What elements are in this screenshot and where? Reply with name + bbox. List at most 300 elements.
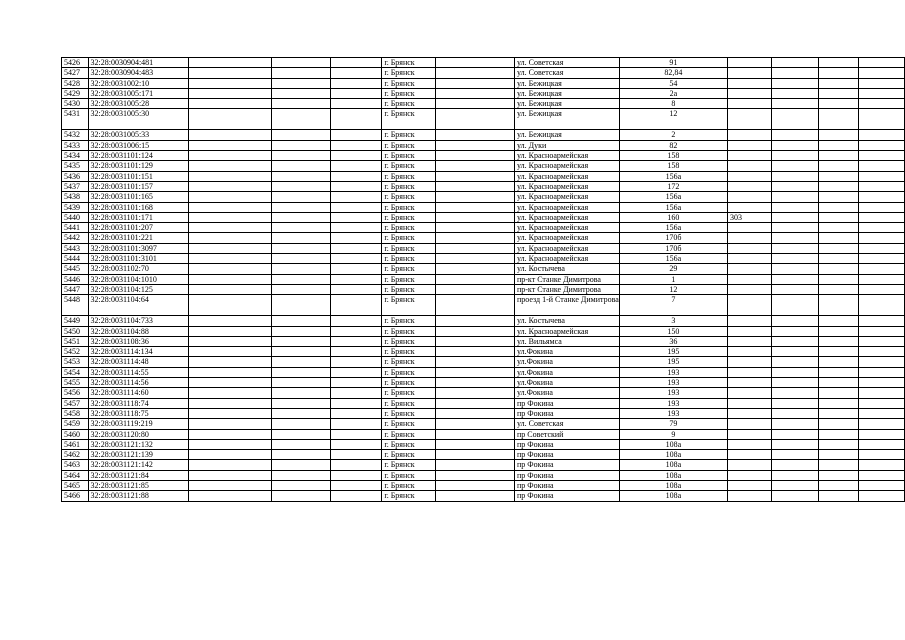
table-row (62, 439, 905, 449)
extra-number-cell (727, 171, 771, 181)
empty-cell (819, 99, 859, 109)
empty-cell (819, 202, 859, 212)
empty-cell (189, 460, 272, 470)
empty-cell (772, 202, 819, 212)
city-cell: г. Брянск (382, 460, 436, 470)
empty-cell (772, 181, 819, 191)
table-row (62, 88, 905, 98)
cadastral-number-cell: 32:28:0031104:733 (88, 316, 189, 326)
empty-cell (435, 243, 514, 253)
empty-cell (858, 243, 904, 253)
cadastral-number-cell: 32:28:0031121:85 (88, 480, 189, 490)
city-cell: г. Брянск (382, 202, 436, 212)
empty-cell (772, 408, 819, 418)
empty-cell (819, 212, 859, 222)
empty-cell (330, 316, 382, 326)
empty-cell (435, 58, 514, 68)
empty-cell (435, 274, 514, 284)
empty-cell (772, 254, 819, 264)
empty-cell (819, 181, 859, 191)
city-cell: г. Брянск (382, 181, 436, 191)
cadastral-number-cell: 32:28:0031101:157 (88, 181, 189, 191)
table-row (62, 408, 905, 418)
house-number-cell: 82,84 (619, 68, 727, 78)
empty-cell (772, 450, 819, 460)
street-cell: пр Советский (514, 429, 619, 439)
city-cell: г. Брянск (382, 171, 436, 181)
row-number-cell: 5453 (62, 357, 89, 367)
empty-cell (330, 109, 382, 130)
city-cell: г. Брянск (382, 419, 436, 429)
extra-number-cell (727, 264, 771, 274)
row-number-cell: 5460 (62, 429, 89, 439)
empty-cell (189, 264, 272, 274)
empty-cell (858, 264, 904, 274)
cadastral-number-cell: 32:28:0031101:124 (88, 151, 189, 161)
empty-cell (330, 367, 382, 377)
empty-cell (858, 460, 904, 470)
empty-cell (435, 140, 514, 150)
empty-cell (819, 254, 859, 264)
empty-cell (772, 233, 819, 243)
empty-cell (772, 491, 819, 501)
row-number-cell: 5456 (62, 388, 89, 398)
empty-cell (330, 326, 382, 336)
empty-cell (330, 439, 382, 449)
empty-cell (858, 202, 904, 212)
empty-cell (819, 388, 859, 398)
city-cell: г. Брянск (382, 295, 436, 316)
empty-cell (330, 151, 382, 161)
empty-cell (272, 378, 330, 388)
house-number-cell: 170б (619, 243, 727, 253)
empty-cell (819, 161, 859, 171)
table-row (62, 274, 905, 284)
row-number-cell: 5449 (62, 316, 89, 326)
empty-cell (189, 470, 272, 480)
table-row (62, 480, 905, 490)
cadastral-number-cell: 32:28:0031121:88 (88, 491, 189, 501)
extra-number-cell (727, 429, 771, 439)
extra-number-cell (727, 109, 771, 130)
empty-cell (858, 99, 904, 109)
empty-cell (189, 254, 272, 264)
empty-cell (272, 171, 330, 181)
street-cell: ул. Красноармейская (514, 181, 619, 191)
row-number-cell: 5450 (62, 326, 89, 336)
street-cell: ул. Красноармейская (514, 171, 619, 181)
empty-cell (189, 284, 272, 294)
empty-cell (272, 460, 330, 470)
cadastral-number-cell: 32:28:0031114:56 (88, 378, 189, 388)
empty-cell (330, 99, 382, 109)
empty-cell (189, 223, 272, 233)
house-number-cell: 2 (619, 130, 727, 140)
extra-number-cell (727, 58, 771, 68)
empty-cell (272, 202, 330, 212)
empty-cell (819, 491, 859, 501)
city-cell: г. Брянск (382, 78, 436, 88)
empty-cell (772, 419, 819, 429)
extra-number-cell (727, 151, 771, 161)
house-number-cell: 108а (619, 460, 727, 470)
empty-cell (819, 367, 859, 377)
empty-cell (772, 109, 819, 130)
extra-number-cell (727, 202, 771, 212)
empty-cell (858, 192, 904, 202)
empty-cell (819, 58, 859, 68)
empty-cell (330, 254, 382, 264)
empty-cell (272, 326, 330, 336)
empty-cell (272, 233, 330, 243)
empty-cell (858, 419, 904, 429)
house-number-cell: 193 (619, 398, 727, 408)
empty-cell (189, 347, 272, 357)
street-cell: ул. Костычева (514, 316, 619, 326)
extra-number-cell (727, 347, 771, 357)
street-cell: ул. Красноармейская (514, 233, 619, 243)
street-cell: ул. Бежицкая (514, 99, 619, 109)
street-cell: ул. Бежицкая (514, 130, 619, 140)
empty-cell (772, 223, 819, 233)
empty-cell (435, 171, 514, 181)
empty-cell (819, 233, 859, 243)
table-row (62, 450, 905, 460)
empty-cell (189, 408, 272, 418)
empty-cell (189, 419, 272, 429)
empty-cell (772, 460, 819, 470)
city-cell: г. Брянск (382, 192, 436, 202)
empty-cell (330, 450, 382, 460)
empty-cell (819, 460, 859, 470)
empty-cell (858, 316, 904, 326)
table-row (62, 284, 905, 294)
cadastral-number-cell: 32:28:0031005:171 (88, 88, 189, 98)
empty-cell (858, 130, 904, 140)
extra-number-cell (727, 161, 771, 171)
empty-cell (435, 192, 514, 202)
table-row (62, 357, 905, 367)
street-cell: ул. Красноармейская (514, 212, 619, 222)
empty-cell (435, 480, 514, 490)
extra-number-cell (727, 450, 771, 460)
row-number-cell: 5436 (62, 171, 89, 181)
house-number-cell: 7 (619, 295, 727, 316)
empty-cell (819, 357, 859, 367)
street-cell: ул. Бежицкая (514, 88, 619, 98)
empty-cell (772, 243, 819, 253)
empty-cell (819, 408, 859, 418)
empty-cell (435, 264, 514, 274)
empty-cell (858, 68, 904, 78)
empty-cell (189, 274, 272, 284)
empty-cell (819, 326, 859, 336)
empty-cell (858, 367, 904, 377)
house-number-cell: 2а (619, 88, 727, 98)
row-number-cell: 5462 (62, 450, 89, 460)
empty-cell (330, 357, 382, 367)
empty-cell (772, 347, 819, 357)
empty-cell (772, 316, 819, 326)
empty-cell (858, 58, 904, 68)
empty-cell (189, 233, 272, 243)
empty-cell (330, 347, 382, 357)
table-row (62, 388, 905, 398)
empty-cell (858, 408, 904, 418)
street-cell: пр Фокина (514, 450, 619, 460)
cadastral-number-cell: 32:28:0031101:171 (88, 212, 189, 222)
table-row (62, 460, 905, 470)
empty-cell (772, 357, 819, 367)
street-cell: пр Фокина (514, 470, 619, 480)
empty-cell (772, 212, 819, 222)
empty-cell (272, 419, 330, 429)
cadastral-number-cell: 32:28:0031101:129 (88, 161, 189, 171)
extra-number-cell (727, 408, 771, 418)
row-number-cell: 5447 (62, 284, 89, 294)
street-cell: ул. Советская (514, 58, 619, 68)
row-number-cell: 5438 (62, 192, 89, 202)
empty-cell (189, 161, 272, 171)
table-row (62, 161, 905, 171)
empty-cell (330, 192, 382, 202)
street-cell: проезд 1-й Станке Димитрова (514, 295, 619, 316)
empty-cell (189, 357, 272, 367)
empty-cell (272, 316, 330, 326)
cadastral-number-cell: 32:28:0031005:33 (88, 130, 189, 140)
empty-cell (772, 140, 819, 150)
empty-cell (272, 429, 330, 439)
row-number-cell: 5437 (62, 181, 89, 191)
table-row (62, 140, 905, 150)
house-number-cell: 158 (619, 151, 727, 161)
empty-cell (272, 450, 330, 460)
empty-cell (189, 295, 272, 316)
empty-cell (272, 78, 330, 88)
empty-cell (330, 408, 382, 418)
row-number-cell: 5441 (62, 223, 89, 233)
table-row (62, 491, 905, 501)
extra-number-cell (727, 68, 771, 78)
table-row (62, 151, 905, 161)
empty-cell (330, 161, 382, 171)
empty-cell (772, 58, 819, 68)
empty-cell (330, 295, 382, 316)
extra-number-cell (727, 316, 771, 326)
empty-cell (819, 88, 859, 98)
empty-cell (819, 223, 859, 233)
empty-cell (330, 243, 382, 253)
empty-cell (435, 378, 514, 388)
empty-cell (272, 367, 330, 377)
empty-cell (819, 439, 859, 449)
row-number-cell: 5440 (62, 212, 89, 222)
table-row (62, 68, 905, 78)
empty-cell (858, 233, 904, 243)
row-number-cell: 5464 (62, 470, 89, 480)
empty-cell (189, 429, 272, 439)
empty-cell (272, 88, 330, 98)
empty-cell (189, 140, 272, 150)
house-number-cell: 193 (619, 388, 727, 398)
empty-cell (819, 316, 859, 326)
cadastral-number-cell: 32:28:0031114:60 (88, 388, 189, 398)
empty-cell (272, 223, 330, 233)
house-number-cell: 108а (619, 491, 727, 501)
extra-number-cell (727, 357, 771, 367)
empty-cell (435, 284, 514, 294)
row-number-cell: 5457 (62, 398, 89, 408)
empty-cell (772, 388, 819, 398)
street-cell: ул.Фокина (514, 367, 619, 377)
cadastral-number-cell: 32:28:0031101:168 (88, 202, 189, 212)
row-number-cell: 5426 (62, 58, 89, 68)
empty-cell (819, 78, 859, 88)
empty-cell (858, 388, 904, 398)
table-row (62, 254, 905, 264)
street-cell: ул. Бежицкая (514, 109, 619, 130)
row-number-cell: 5455 (62, 378, 89, 388)
table-row (62, 212, 905, 222)
empty-cell (189, 336, 272, 346)
table-row (62, 130, 905, 140)
empty-cell (272, 398, 330, 408)
table-row (62, 99, 905, 109)
extra-number-cell (727, 99, 771, 109)
street-cell: ул. Красноармейская (514, 192, 619, 202)
city-cell: г. Брянск (382, 109, 436, 130)
empty-cell (819, 140, 859, 150)
row-number-cell: 5463 (62, 460, 89, 470)
row-number-cell: 5459 (62, 419, 89, 429)
city-cell: г. Брянск (382, 223, 436, 233)
city-cell: г. Брянск (382, 388, 436, 398)
empty-cell (189, 99, 272, 109)
cadastral-number-cell: 32:28:0031119:219 (88, 419, 189, 429)
empty-cell (435, 367, 514, 377)
empty-cell (772, 130, 819, 140)
empty-cell (272, 408, 330, 418)
table-row (62, 419, 905, 429)
empty-cell (189, 181, 272, 191)
row-number-cell: 5466 (62, 491, 89, 501)
empty-cell (189, 212, 272, 222)
cadastral-number-cell: 32:28:0030904:483 (88, 68, 189, 78)
row-number-cell: 5458 (62, 408, 89, 418)
empty-cell (330, 171, 382, 181)
empty-cell (272, 491, 330, 501)
extra-number-cell (727, 336, 771, 346)
extra-number-cell (727, 367, 771, 377)
cadastral-number-cell: 32:28:0031104:125 (88, 284, 189, 294)
city-cell: г. Брянск (382, 347, 436, 357)
empty-cell (819, 450, 859, 460)
street-cell: пр Фокина (514, 439, 619, 449)
empty-cell (435, 398, 514, 408)
house-number-cell: 156а (619, 254, 727, 264)
cadastral-number-cell: 32:28:0031114:134 (88, 347, 189, 357)
cadastral-number-cell: 32:28:0031104:88 (88, 326, 189, 336)
empty-cell (858, 378, 904, 388)
street-cell: ул.Фокина (514, 388, 619, 398)
empty-cell (772, 336, 819, 346)
extra-number-cell (727, 295, 771, 316)
street-cell: ул. Вильямса (514, 336, 619, 346)
empty-cell (330, 58, 382, 68)
house-number-cell: 91 (619, 58, 727, 68)
table-row (62, 233, 905, 243)
city-cell: г. Брянск (382, 212, 436, 222)
cadastral-number-cell: 32:28:0031104:64 (88, 295, 189, 316)
empty-cell (330, 491, 382, 501)
table-row (62, 336, 905, 346)
empty-cell (189, 491, 272, 501)
cadastral-number-cell: 32:28:0031104:1010 (88, 274, 189, 284)
empty-cell (858, 336, 904, 346)
empty-cell (819, 419, 859, 429)
street-cell: ул. Советская (514, 419, 619, 429)
city-cell: г. Брянск (382, 151, 436, 161)
empty-cell (772, 68, 819, 78)
row-number-cell: 5430 (62, 99, 89, 109)
empty-cell (772, 480, 819, 490)
empty-cell (858, 78, 904, 88)
street-cell: ул. Красноармейская (514, 223, 619, 233)
extra-number-cell (727, 243, 771, 253)
street-cell: ул. Бежицкая (514, 78, 619, 88)
empty-cell (435, 470, 514, 480)
empty-cell (819, 130, 859, 140)
house-number-cell: 193 (619, 378, 727, 388)
empty-cell (435, 151, 514, 161)
extra-number-cell (727, 254, 771, 264)
row-number-cell: 5445 (62, 264, 89, 274)
empty-cell (189, 326, 272, 336)
empty-cell (435, 254, 514, 264)
empty-cell (272, 140, 330, 150)
cadastral-number-cell: 32:28:0031101:165 (88, 192, 189, 202)
empty-cell (189, 130, 272, 140)
street-cell: ул. Красноармейская (514, 254, 619, 264)
empty-cell (435, 419, 514, 429)
row-number-cell: 5428 (62, 78, 89, 88)
house-number-cell: 108а (619, 439, 727, 449)
empty-cell (272, 284, 330, 294)
cadastral-number-cell: 32:28:0031102:70 (88, 264, 189, 274)
empty-cell (858, 151, 904, 161)
empty-cell (330, 202, 382, 212)
table-row (62, 109, 905, 130)
empty-cell (819, 470, 859, 480)
table-row (62, 243, 905, 253)
empty-cell (272, 130, 330, 140)
city-cell: г. Брянск (382, 284, 436, 294)
table-row (62, 78, 905, 88)
empty-cell (772, 88, 819, 98)
empty-cell (819, 284, 859, 294)
empty-cell (819, 347, 859, 357)
empty-cell (330, 264, 382, 274)
empty-cell (435, 326, 514, 336)
empty-cell (272, 388, 330, 398)
extra-number-cell (727, 78, 771, 88)
empty-cell (330, 78, 382, 88)
empty-cell (435, 439, 514, 449)
extra-number-cell (727, 398, 771, 408)
city-cell: г. Брянск (382, 398, 436, 408)
house-number-cell: 170б (619, 233, 727, 243)
empty-cell (858, 480, 904, 490)
